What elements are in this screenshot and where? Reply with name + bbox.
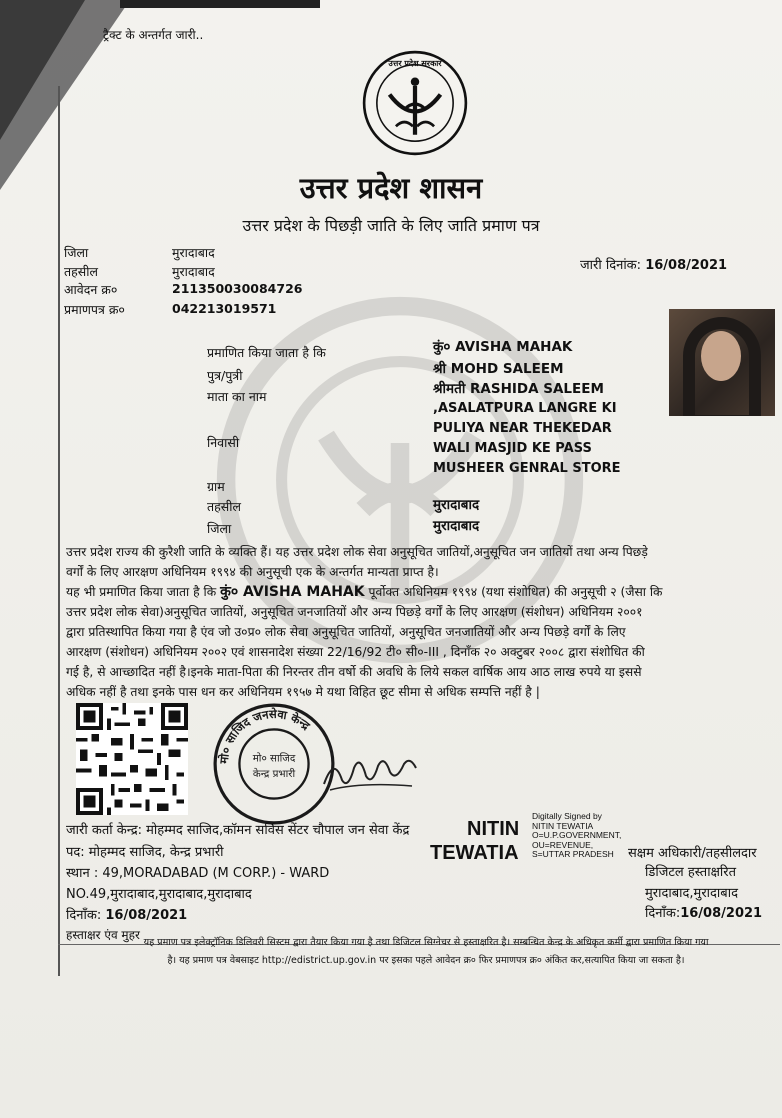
village-label: ग्राम — [207, 479, 225, 494]
certificate-body: उत्तर प्रदेश राज्य की कुरैशी जाति के व्यक्ति हैं। यह उत्तर प्रदेश लोक सेवा अनुसूचित जातियों,अनुसूचित जन जातियों तथा अन्य पिछड़े वर्गों के लिए आरक्षण अधिनियम १९९४ की अनुसूची एक के अन्तर्गत मान्यता प्राप्त है। यह भी प्रमाणित किया जाता है कि कुं० AVISHA MAHAK पूर्वोक्त अधिनियम १९९४ (यथा संशोधित) की अनुसूची २ (जैसा कि उत्तर प्रदेश लोक सेवा)अनुसूचित जातियों, अनुसूचित जनजातियों और अन्य पिछड़े वर्गों के लिए आरक्षण (संशोधन) अधिनियम २००१ द्वारा प्रतिस्थापित किया गया है एंव जो उ०प्र० लोक सेवा अनुसूचित जातियों, अनुसूचित जनजातियों और अन्य पिछड़े वर्गों के लिए आरक्षण (संशोधन) अधिनियम २००२ एवं शासनादेश संख्या 22/16/92 टी० सी०-III , दिनाँक २० अक्टुबर २००८ द्वारा संशोधित की गई है, से आच्छादित नहीं है।इनके माता-पिता की निरन्तर तीन वर्षो की अवधि के लिये सकल वार्षिक आय आठ लाख रुपये या इससे अधिक नहीं है तथा इनके पास धन कर अधिनियम १९५७ मे यथा विहित छूट सीमा से अधिक सम्पत्ति नहीं है | — [66, 545, 663, 699]
issuer-place-line2: NO.49,मुरादाबाद,मुरादाबाद,मुरादाबाद — [66, 887, 252, 902]
top-note: ट्रैक्ट के अन्तर्गत जारी.. — [103, 28, 204, 42]
resident-address: ,ASALATPURA LANGRE KI PULIYA NEAR THEKEDAR WALI MASJID KE PASS MUSHEER GENRAL STORE — [433, 401, 621, 476]
field-district-label: जिला — [207, 521, 232, 536]
signer-name-line2: TEWATIA — [430, 842, 519, 864]
certificate-page: ट्रैक्ट के अन्तर्गत जारी.. उत्तर प्रदेश सरकार उत्तर प्रदेश शासन उत्तर प्रदेश के पिछड़ी जाति के लिए जाति प्रमाण पत्र जिला मुरादाबाद तहसील मुरादाबाद आवेदन क्र० 211350030084726 प्रमाणपत्र क्र० 042213019571 जारी दिनांक: 16/08/2021 प्रमाणित किया जाता है कि कुं० AVISHA MAHAK पुत्र/पुत्री श्री MOHD SALEEM माता का नाम श्रीमती RASHIDA SALEEM ,ASALATPURA LANGRE KI PULIYA NEAR THEKEDAR WALI MASJID KE PASS MUSHEER GENRAL STORE निवासी ग्राम तहसील मुरादाबाद जिला मुरादाबाद उत्तर प्रदेश राज्य की कुरैशी जाति के व्यक्ति हैं। यह उत्तर प्रदेश लोक सेवा अनुसूचित जातियों,अनुसूचित जन जातियों तथा अन्य पिछड़े वर्गों के लिए आरक्षण अधिनियम १९९४ की अनुसूची एक के अन्तर्गत मान्यता प्राप्त है। यह भी प्रमाणित किया जाता है कि कुं० AVISHA MAHAK पूर्वोक्त अधिनियम १९९४ (यथा संशोधित) की अनुसूची २ (जैसा कि उत्तर प्रदेश लोक सेवा)अनुसूचित जातियों, अनुसूचित जनजातियों और अन्य पिछड़े वर्गों के लिए आरक्षण (संशोधन) अधिनियम २००१ द्वारा प्रतिस्थापित किया गया है एंव जो उ०प्र० लोक सेवा अनुसूचित जातियों, अनुसूचित जनजातियों और अन्य पिछड़े वर्गों के लिए आरक्षण (संशोधन) अधिनियम २००२ एवं शासनादेश संख्या 22/16/92 टी० सी०-III , दिनाँक २० अक्टुबर २००८ द्वारा संशोधित की गई है, से आच्छादित नहीं है।इनके माता-पिता की निरन्तर तीन वर्षो की अवधि के लिये सकल वार्षिक आय आठ लाख रुपये या इससे अधिक नहीं है तथा इनके पास धन कर अधिनियम १९५७ मे यथा विहित छूट सीमा से अधिक सम्पत्ति नहीं है | मो० साजिद जनसेवा केन्द्र मो० साजिद केन्द्र प्रभारी जारी कर्ता केन्द्र: मोहम्मद साजिद,कॉमन सर्विस सेंटर चौपाल जन सेवा केंद्र पद: मोहम्मद साजिद, केन्द्र प्रभारी स्थान : 49,MORADABAD (M CORP.) - WARD NO.49,मुरादाबाद,मुरादाबाद,मुरादाबाद दिनाँक: 16/08/2021 हस्ताक्षर एंव मुहर NITIN TEWATIA Digitally Signed by NITIN TEWATIA O=U.P.GOVERNMENT, OU=REVENUE, S=UTTAR PRADESH सक्षम अधिकारी/तहसीलदार डिजिटल हस्ताक्षरित मुरादाबाद,मुरादाबाद दिनाँक:16/08/2021 यह प्रमाण पत्र इलेक्ट्रॉनिक डिलिवरी सिस्टम द्वारा तैयार किया गया है तथा डिजिटल सिग्नेचर से हस्ताक्षरित है। सम्बन्धित केन्द्र के अधिकृत कर्मी द्वारा प्रमाणित किया गया है। यह प्रमाण पत्र वेबसाइट http://edistrict.up.gov.in पर इसका पहले आवेदन क्र० फिर प्रमाणपत्र क्र० अंकित कर,सत्यापित किया जा सकता है। — [0, 0, 782, 1118]
child-of-label: पुत्र/पुत्री — [207, 368, 243, 383]
mother-label: माता का नाम — [207, 389, 267, 404]
field-district-value: मुरादाबाद — [433, 518, 480, 534]
signature-seal-label: हस्ताक्षर एंव मुहर — [66, 928, 140, 942]
applicant-photo — [669, 309, 775, 416]
seal-inner-line1: मो० साजिद — [252, 752, 296, 765]
seal-inner-line2: केन्द्र प्रभारी — [252, 767, 296, 780]
page-subtitle: उत्तर प्रदेश के पिछड़ी जाति के लिए जाति प्रमाण पत्र — [242, 216, 540, 235]
qr-code-icon — [76, 703, 188, 815]
top-edge-mark — [120, 0, 320, 8]
authority-title: सक्षम अधिकारी/तहसीलदार — [628, 846, 757, 861]
authority-place: मुरादाबाद,मुरादाबाद — [645, 886, 738, 901]
certified-label: प्रमाणित किया जाता है कि — [207, 345, 326, 360]
official-seal-icon — [210, 700, 338, 828]
signer-name-line1: NITIN — [467, 818, 520, 840]
issuer-place-line1: स्थान : 49,MORADABAD (M CORP.) - WARD — [66, 866, 330, 881]
issuer-date: दिनाँक: 16/08/2021 — [66, 908, 188, 923]
page-title: उत्तर प्रदेश शासन — [299, 171, 483, 205]
issuer-post: पद: मोहम्मद साजिद, केन्द्र प्रभारी — [66, 845, 224, 860]
father-name: श्री MOHD SALEEM — [433, 361, 564, 377]
mother-name: श्रीमती RASHIDA SALEEM — [433, 381, 604, 397]
digital-sign-details: Digitally Signed by NITIN TEWATIA O=U.P.GOVERNMENT, OU=REVENUE, S=UTTAR PRADESH — [532, 811, 622, 859]
authority-date: दिनाँक:16/08/2021 — [645, 906, 763, 921]
resident-label: निवासी — [207, 435, 240, 450]
issue-date: जारी दिनांक: 16/08/2021 — [580, 258, 728, 273]
issuing-centre: जारी कर्ता केन्द्र: मोहम्मद साजिद,कॉमन सर्विस सेंटर चौपाल जन सेवा केंद्र — [66, 823, 410, 838]
handwritten-signature — [320, 746, 420, 796]
authority-digital: डिजिटल हस्ताक्षरित — [645, 865, 736, 880]
field-tehsil-label: तहसील — [207, 499, 241, 514]
field-tehsil-value: मुरादाबाद — [433, 497, 480, 513]
footer-line1: यह प्रमाण पत्र इलेक्ट्रॉनिक डिलिवरी सिस्टम द्वारा तैयार किया गया है तथा डिजिटल सिग्नेचर से हस्ताक्षरित है। सम्बन्धित केन्द्र के अधिकृत कर्मी द्वारा प्रमाणित किया गया — [143, 937, 709, 948]
certified-name: कुं० AVISHA MAHAK — [433, 339, 573, 355]
footer-line2: है। यह प्रमाण पत्र वेबसाइट http://edistrict.up.gov.in पर इसका पहले आवेदन क्र० फिर प्रमाणपत्र क्र० अंकित कर,सत्यापित किया जा सकता है। — [167, 955, 685, 966]
svg-text:मो० साजिद जनसेवा केन्द्र: मो० साजिद जनसेवा केन्द्र — [216, 706, 313, 765]
emblem-text: उत्तर प्रदेश सरकार — [388, 59, 442, 68]
